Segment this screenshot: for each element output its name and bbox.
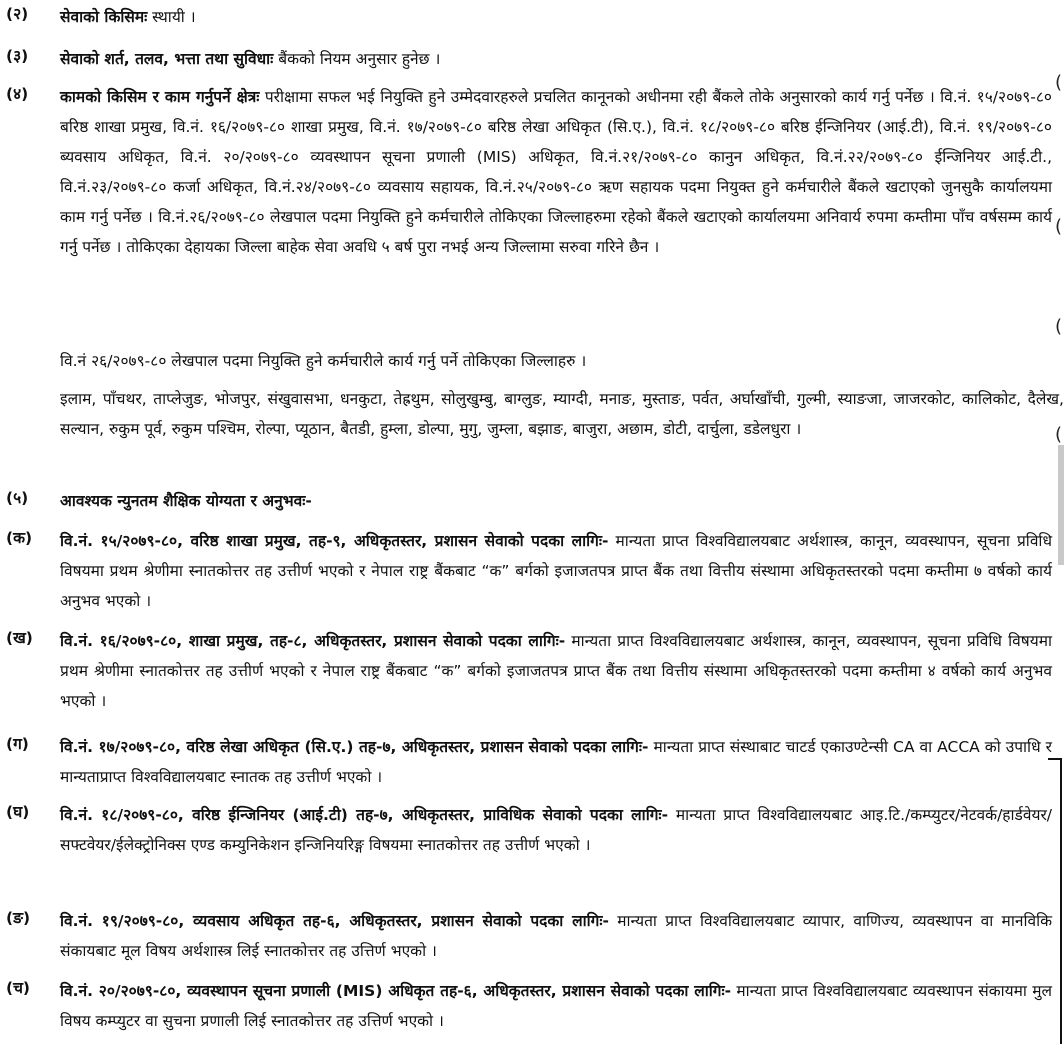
section-body: [60, 526, 1052, 616]
section-number: (२): [6, 5, 29, 23]
section-title: सेवाको किसिमः: [60, 8, 148, 26]
section-body: [60, 486, 1052, 516]
district-list: इलाम, पाँचथर, ताप्लेजुङ, भोजपुर, संखुवासभा, धनकुटा, तेह्रथुम, सोलुखुम्बु, बाग्लुङ, म्याग्दी, मनाङ, मुस्ताङ, पर्वत, अर्घाखाँची, गुल्मी, स्याङजा, जाजरकोट, कालिकोट, दैलेख, सल्यान, रुकुम पूर्व, रुकुम पश्चिम, रोल्पा, प्यूठान, बैतडी, हुम्ला, डोल्पा, मुगु, जुम्ला, बझाङ, बाजुरा, अछाम, डोटी, दार्चुला, डडेलधुरा ।: [60, 390, 1064, 438]
section-body: [60, 800, 1052, 860]
qualification-kha: [0, 626, 1052, 718]
section-title: सेवाको शर्त, तलव, भत्ता तथा सुविधाः: [60, 50, 274, 68]
section-text: मान्यता प्राप्त विश्वविद्यालयबाट अर्थशास्त्र, कानून, व्यवस्थापन, सूचना प्रविधि विषयमा प्रथम श्रेणीमा स्नातकोत्तर तह उत्तीर्ण भएको र नेपाल राष्ट्र बैंकबाट “क” बर्गको इजाजतपत्र प्राप्त बैंक तथा वित्तीय संस्थामा अधिकृतस्तरको पदमा कम्तीमा ७ वर्षको कार्य अनुभव भएको ।: [60, 532, 1052, 610]
margin-paren-mark: (: [1054, 72, 1062, 93]
frame-edge: [1060, 758, 1062, 1044]
section-3: [0, 44, 1052, 74]
section-title: वि.नं. १७/२०७९-८०, वरिष्ठ लेखा अधिकृत (सि.ए.) तह-७, अधिकृतस्तर, प्रशासन सेवाको पदका लागिः-: [60, 738, 649, 756]
section-body: [60, 732, 1052, 792]
section-title: वि.नं. १५/२०७९-८०, वरिष्ठ शाखा प्रमुख, तह-९, अधिकृतस्तर, प्रशासन सेवाको पदका लागिः-: [60, 532, 609, 550]
section-title: वि.नं. १९/२०७९-८०, व्यवसाय अधिकृत तह-६, अधिकृतस्तर, प्रशासन सेवाको पदका लागिः-: [60, 912, 609, 930]
margin-paren-mark: (: [1054, 316, 1062, 337]
section-number: (३): [6, 47, 29, 65]
section-2: [0, 2, 1052, 32]
qualification-gha: [0, 800, 1052, 892]
section-text: मान्यता प्राप्त विश्वविद्यालयबाट व्यापार, वाणिज्य, व्यवस्थापन वा मानविकि संकायबाट मूल विषय अर्थशास्त्र लिई स्नातकोत्तर तह उत्तिर्ण भएको ।: [60, 912, 1052, 960]
section-body: [60, 82, 1052, 262]
section-body: [60, 2, 1052, 32]
section-number: (५): [6, 489, 29, 507]
qualification-cha: [0, 976, 1052, 1038]
section-body: [60, 976, 1052, 1036]
section-title: कामको किसिम र काम गर्नुपर्ने क्षेत्रः: [60, 88, 260, 106]
margin-paren-mark: (: [1054, 424, 1062, 445]
section-number: (क): [6, 529, 33, 547]
section-title: वि.नं. २०/२०७९-८०, व्यवस्थापन सूचना प्रणाली (MIS) अधिकृत तह-६, अधिकृतस्तर, प्रशासन सेवाको पदका लागिः-: [60, 982, 732, 1000]
qualification-nga: [0, 906, 1052, 968]
section-number: (च): [6, 979, 31, 997]
section-text: मान्यता प्राप्त विश्वविद्यालयबाट व्यवस्थापन संकायमा मुल विषय कम्प्युटर वा सुचना प्रणाली लिई स्नातकोत्तर तह उत्तिर्ण भएको ।: [60, 982, 1052, 1030]
scrollbar-thumb[interactable]: [1058, 445, 1064, 565]
section-text: मान्यता प्राप्त संस्थाबाट चाटर्ड एकाउण्टेन्सी CA वा ACCA को उपाधि र मान्यताप्राप्त विश्वविद्यालयबाट स्नातक तह उत्तीर्ण भएको ।: [60, 738, 1052, 786]
lekhapal-note: वि.नं २६/२०७९-८० लेखपाल पदमा नियुक्ति हुने कर्मचारीले कार्य गर्नु पर्ने तोकिएका जिल्लाहरु ।: [60, 352, 587, 370]
section-text: स्थायी ।: [147, 8, 196, 26]
qualification-ga: [0, 732, 1052, 794]
section-text: मान्यता प्राप्त विश्वविद्यालयबाट अर्थशास्त्र, कानून, व्यवस्थापन, सूचना प्रविधि विषयमा प्रथम श्रेणीमा स्नातकोत्तर तह उत्तीर्ण भएको र नेपाल राष्ट्र बैंकबाट “क” बर्गको इजाजतपत्र प्राप्त बैंक तथा वित्तीय संस्थामा अधिकृतस्तरको पदमा कम्तीमा ४ वर्षको कार्य अनुभव भएको ।: [60, 632, 1052, 710]
margin-paren-mark: (: [1054, 216, 1062, 237]
qualification-ka: [0, 526, 1052, 618]
section-title: वि.नं. १८/२०७९-८०, वरिष्ठ ईन्जिनियर (आई.टी) तह-७, अधिकृतस्तर, प्राविधिक सेवाको पदका लागिः-: [60, 806, 669, 824]
section-text: मान्यता प्राप्त विश्वविद्यालयबाट आइ.टि./कम्प्युटर/नेटवर्क/हार्डवेयर/ सफ्टवेयर/ईलेक्ट्रोनिक्स एण्ड कम्युनिकेशन इन्जिनियरिङ्ग विषयमा स्नातकोत्तर तह उत्तीर्ण भएको ।: [60, 806, 1053, 854]
section-number: (ख): [6, 629, 33, 647]
section-title: वि.नं. १६/२०७९-८०, शाखा प्रमुख, तह-८, अधिकृतस्तर, प्रशासन सेवाको पदका लागिः-: [60, 632, 566, 650]
section-body: [60, 44, 1052, 74]
section-body: [60, 626, 1052, 716]
section-5: [0, 486, 1052, 516]
section-text: परीक्षामा सफल भई नियुक्ति हुने उम्मेदवारहरुले प्रचलित कानूनको अधीनमा रही बैंकले तोके अनुसारको कार्य गर्नु पर्नेछ । वि.नं. १५/२०७९-८० बरिष्ठ शाखा प्रमुख, वि.नं. १६/२०७९-८० शाखा प्रमुख, वि.नं. १७/२०७९-८० बरिष्ठ लेखा अधिकृत (सि.ए.), वि.नं. १८/२०७९-८० बरिष्ठ ईन्जिनियर (आई.टी), वि.नं. १९/२०७९-८० ब्यवसाय अधिकृत, वि.नं. २०/२०७९-८० व्यवस्थापन सूचना प्रणाली (MIS) अधिकृत, वि.नं.२१/२०७९-८० कानुन अधिकृत, वि.नं.२२/२०७९-८० ईन्जिनियर आई.टी., वि.नं.२३/२०७९-८० कर्जा अधिकृत, वि.नं.२४/२०७९-८० व्यवसाय सहायक, वि.नं.२५/२०७९-८० ऋण सहायक पदमा नियुक्त हुने कर्मचारीले बैंकले खटाएको जुनसुकै कार्यालयमा काम गर्नु पर्नेछ । वि.नं.२६/२०७९-८० लेखपाल पदमा नियुक्ति हुने कर्मचारीले तोकिएका जिल्लाहरुमा रहेको बैंकले खटाएको कार्यालयमा अनिवार्य रुपमा कम्तीमा पाँच वर्षसम्म कार्य गर्नु पर्नेछ । तोकिएका देहायका जिल्ला बाहेक सेवा अवधि ५ बर्ष पुरा नभई अन्य जिल्लामा सरुवा गरिने छैन ।: [60, 88, 1052, 256]
section-body: [60, 906, 1052, 966]
section-number: (घ): [6, 803, 30, 821]
section-4: [0, 82, 1052, 342]
section-text: बैंकको नियम अनुसार हुनेछ ।: [273, 50, 441, 68]
section-title: आवश्यक न्युनतम शैक्षिक योग्यता र अनुभवः-: [60, 492, 312, 510]
section-number: (ङ): [6, 909, 31, 927]
section-number: (४): [6, 85, 29, 103]
section-number: (ग): [6, 735, 29, 753]
